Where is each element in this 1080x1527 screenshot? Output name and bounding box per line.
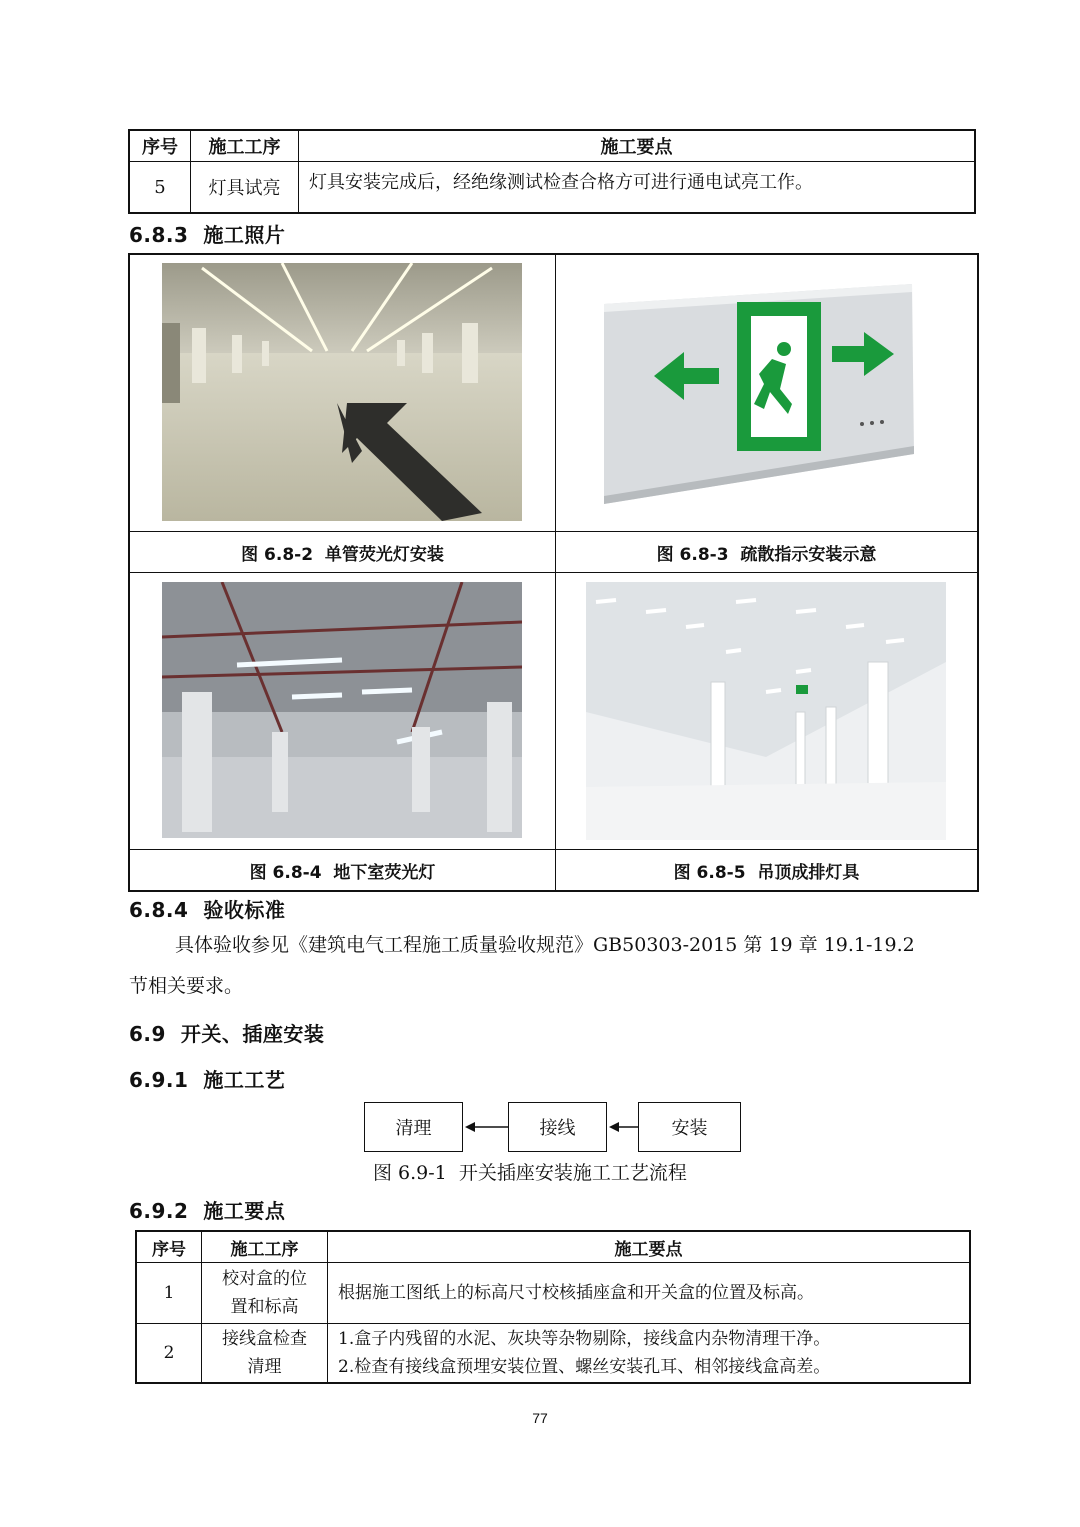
table-header-step: 施工工序 (191, 130, 299, 162)
page-number: 77 (532, 1410, 548, 1426)
cell-step: 灯具试亮 (191, 162, 299, 214)
cell-no: 1 (136, 1263, 202, 1324)
table-header-no: 序号 (136, 1231, 202, 1263)
acceptance-text-line1: 具体验收参见《建筑电气工程施工质量验收规范》GB50303-2015 第 19 章 19.1-19.2 (175, 934, 915, 956)
photo-grid (128, 253, 979, 892)
section-heading-684: 6.8.4 验收标准 (129, 898, 286, 922)
exit-sign-photo (594, 264, 944, 514)
cell-step-line1: 接线盒检查 (222, 1329, 307, 1349)
flow-caption: 图 6.9-1 开关插座安装施工工艺流程 (373, 1162, 687, 1184)
table-row (136, 1324, 970, 1384)
table-header-point: 施工要点 (299, 130, 976, 162)
section-heading-683: 6.8.3 施工照片 (129, 223, 286, 247)
cell-step (202, 1263, 328, 1324)
procedure-table-top (128, 129, 976, 214)
cell-step-line2: 清理 (247, 1357, 282, 1377)
acceptance-text-line2: 节相关要求。 (129, 975, 244, 997)
photo-caption-4: 图 6.8-5 吊顶成排灯具 (555, 849, 978, 891)
cell-point-line2: 2.检查有接线盒预埋安装位置、螺丝安装孔耳、相邻接线盒高差。 (338, 1357, 831, 1377)
cell-step (202, 1324, 328, 1384)
section-heading-691: 6.9.1 施工工艺 (129, 1068, 286, 1092)
flow-arrows (463, 1117, 639, 1137)
flow-step-wire: 接线 (508, 1102, 607, 1152)
table-row (129, 162, 975, 214)
cell-no: 5 (129, 162, 191, 214)
cell-step-line2: 置和标高 (230, 1297, 299, 1317)
photo-caption-3: 图 6.8-4 地下室荧光灯 (129, 849, 556, 891)
cell-point (328, 1263, 971, 1324)
section-heading-692: 6.9.2 施工要点 (129, 1199, 286, 1223)
flow-step-install: 安装 (638, 1102, 741, 1152)
cell-step-line1: 校对盒的位 (222, 1269, 307, 1289)
section-heading-69: 6.9 开关、插座安装 (129, 1022, 325, 1046)
cell-no: 2 (136, 1324, 202, 1384)
table-header-step: 施工工序 (202, 1231, 328, 1263)
table-header-no: 序号 (129, 130, 191, 162)
table-row (136, 1263, 970, 1324)
cell-point-line1: 1.盒子内残留的水泥、灰块等杂物剔除，接线盒内杂物清理干净。 (338, 1329, 831, 1349)
ceiling-row-lights-photo (586, 582, 946, 840)
cell-point: 灯具安装完成后，经绝缘测试检查合格方可进行通电试亮工作。 (299, 162, 976, 214)
flow-step-clean: 清理 (364, 1102, 463, 1152)
cell-point-line1: 根据施工图纸上的标高尺寸校核插座盒和开关盒的位置及标高。 (338, 1283, 814, 1303)
photo-caption-2: 图 6.8-3 疏散指示安装示意 (555, 531, 978, 573)
table-header-point: 施工要点 (328, 1231, 971, 1263)
cell-point (328, 1324, 971, 1384)
procedure-table-bottom (135, 1230, 971, 1384)
photo-caption-1: 图 6.8-2 单管荧光灯安装 (129, 531, 556, 573)
basement-fluorescent-photo (162, 582, 522, 838)
garage-fluorescent-photo (162, 263, 522, 521)
